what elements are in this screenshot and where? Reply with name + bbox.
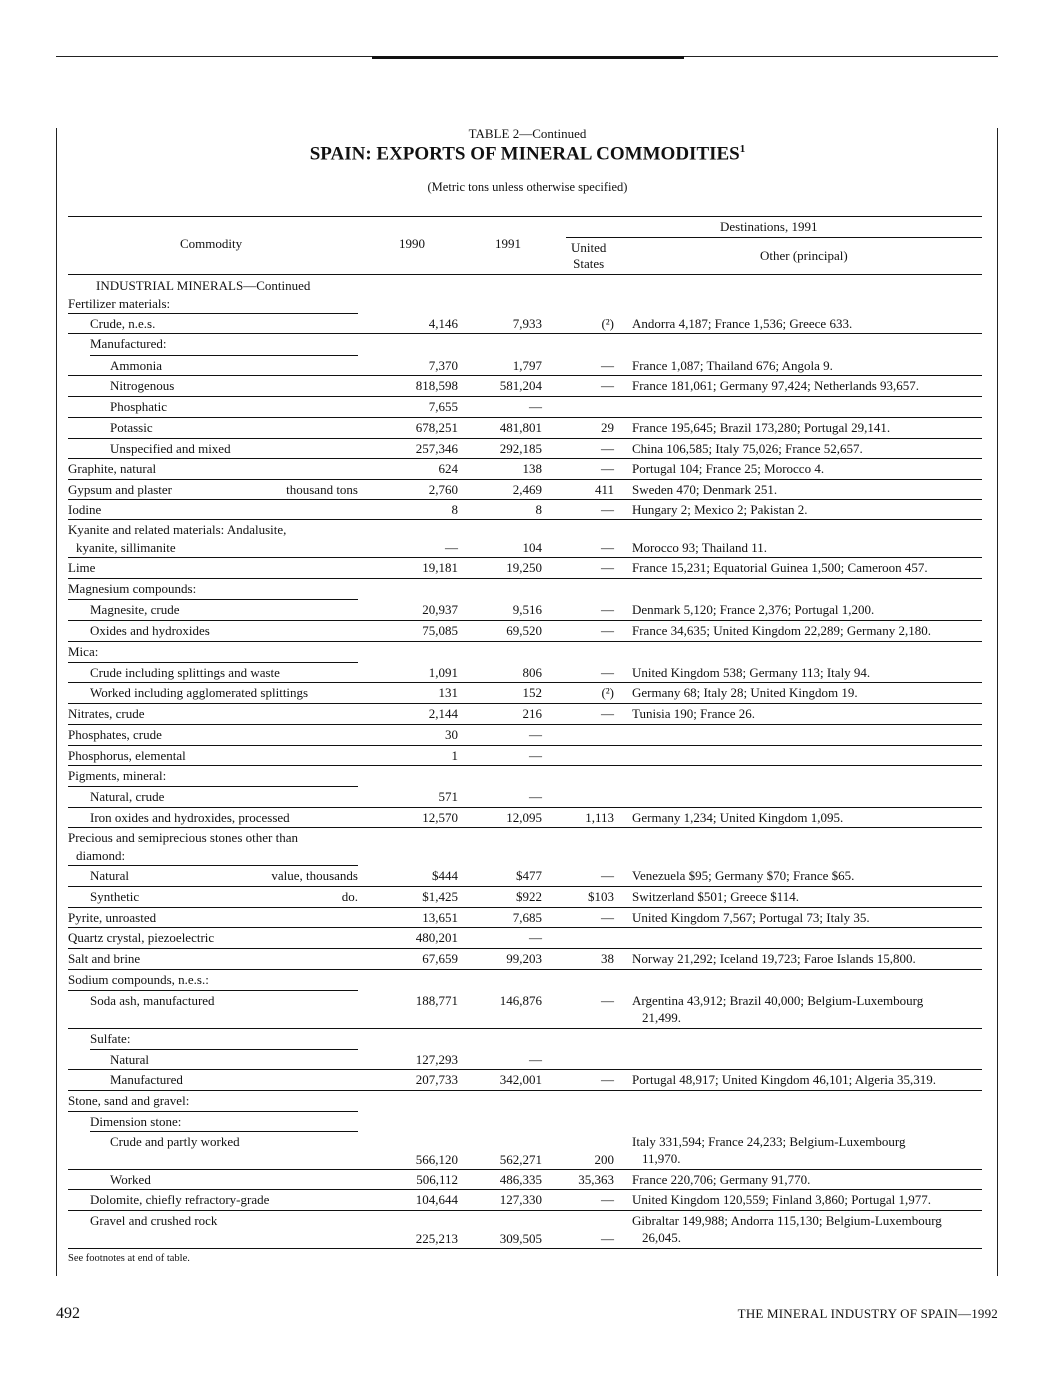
value-1991: 216 (522, 706, 542, 721)
value-1990: 8 (451, 502, 458, 517)
value-1991: 19,250 (506, 560, 542, 575)
table-row (0, 376, 1055, 397)
commodity-label-continued: diamond: (76, 848, 126, 863)
value-united-states: — (601, 502, 614, 517)
table-row (0, 1190, 1055, 1211)
value-united-states: $103 (588, 889, 614, 904)
value-1991: 292,185 (499, 441, 542, 456)
commodity-label: Lime (68, 560, 96, 575)
commodity-label: Nitrates, crude (68, 706, 145, 721)
other-destinations: Argentina 43,912; Brazil 40,000; Belgium-Luxembourg (632, 993, 924, 1008)
table-row (0, 1211, 1055, 1249)
table-row (0, 356, 1055, 376)
table-row (0, 397, 1055, 418)
value-1991: 7,933 (512, 316, 542, 331)
commodity-label: Phosphorus, elemental (68, 748, 186, 763)
commodity-label: Worked (110, 1172, 151, 1187)
table-row (0, 418, 1055, 439)
commodity-label: Phosphates, crude (68, 727, 162, 742)
table-row (0, 887, 1055, 908)
commodity-label-continued: kyanite, sillimanite (76, 540, 176, 555)
value-1990: 67,659 (422, 951, 458, 966)
header-1990: 1990 (399, 236, 425, 251)
table-subtitle: (Metric tons unless otherwise specified) (427, 180, 628, 194)
header-commodity: Commodity (180, 236, 243, 251)
value-united-states: — (601, 461, 614, 476)
row-rule (68, 1248, 982, 1249)
table-row (0, 991, 1055, 1029)
commodity-label: Precious and semiprecious stones other than (68, 830, 298, 845)
value-united-states: 411 (594, 482, 614, 497)
commodity-label: Magnesium compounds: (68, 581, 197, 596)
value-1991: — (529, 1052, 542, 1067)
value-1990: 30 (445, 727, 458, 742)
value-1990: 818,598 (415, 378, 458, 393)
table-row (0, 1170, 1055, 1190)
commodity-label: Pigments, mineral: (68, 768, 167, 783)
value-1991: 69,520 (506, 623, 542, 638)
other-destinations: Morocco 93; Thailand 11. (632, 540, 768, 555)
table-row (0, 579, 1055, 600)
value-united-states: 38 (601, 951, 614, 966)
value-1990: 1 (451, 748, 458, 763)
value-1991: 562,271 (499, 1152, 542, 1167)
commodity-label: Gypsum and plaster (68, 482, 172, 497)
other-destinations: Portugal 104; France 25; Morocco 4. (632, 461, 825, 476)
value-1991: 152 (522, 685, 542, 700)
value-1990: $444 (432, 868, 458, 883)
value-1991: 486,335 (499, 1172, 542, 1187)
other-destinations: China 106,585; Italy 75,026; France 52,657. (632, 441, 863, 456)
commodity-label: Unspecified and mixed (110, 441, 231, 456)
table-label: TABLE 2—Continued (468, 126, 587, 141)
other-destinations-continued: 21,499. (642, 1010, 681, 1025)
value-1991: $922 (516, 889, 542, 904)
value-1990: 2,760 (428, 482, 458, 497)
commodity-label: Worked including agglomerated splittings (90, 685, 309, 700)
value-1990: 506,112 (416, 1172, 458, 1187)
commodity-label: Salt and brine (68, 951, 141, 966)
table-row (0, 480, 1055, 500)
table-row (0, 928, 1055, 949)
value-1991: 1,797 (512, 358, 542, 373)
table-footnote: See footnotes at end of table. (68, 1253, 190, 1264)
table-row (0, 746, 1055, 766)
value-1990: 480,201 (415, 930, 458, 945)
value-1990: 2,144 (428, 706, 458, 721)
unit-label: value, thousands (271, 868, 358, 883)
table-row (0, 683, 1055, 704)
table-row (0, 949, 1055, 970)
header-united-states-line1: United (571, 240, 607, 255)
table-row (0, 787, 1055, 808)
commodity-label: Graphite, natural (68, 461, 157, 476)
commodity-label: Magnesite, crude (90, 602, 180, 617)
value-1990: 104,644 (415, 1192, 458, 1207)
table-row (0, 1050, 1055, 1070)
value-1990: 678,251 (415, 420, 458, 435)
value-1990: 1,091 (428, 665, 458, 680)
other-destinations: France 15,231; Equatorial Guinea 1,500; Cameroon 457. (632, 560, 928, 575)
commodity-label: Natural (90, 868, 129, 883)
other-destinations: Portugal 48,917; United Kingdom 46,101; Algeria 35,319. (632, 1072, 937, 1087)
table-row (0, 704, 1055, 725)
value-1990: 13,651 (422, 910, 458, 925)
value-1991: 806 (522, 665, 542, 680)
value-united-states: — (601, 602, 614, 617)
table-row (0, 866, 1055, 887)
value-1990: 225,213 (415, 1231, 458, 1246)
table-row (0, 908, 1055, 928)
unit-label: do. (341, 889, 358, 904)
value-united-states: — (601, 560, 614, 575)
header-1991: 1991 (495, 236, 521, 251)
other-destinations: Venezuela $95; Germany $70; France $65. (632, 868, 855, 883)
value-united-states: — (601, 540, 614, 555)
value-united-states: — (601, 706, 614, 721)
table-row (0, 970, 1055, 991)
other-destinations: France 181,061; Germany 97,424; Netherlands 93,657. (632, 378, 920, 393)
header-bottom-rule (68, 274, 982, 275)
value-united-states: 29 (601, 420, 614, 435)
table-row (0, 1112, 1055, 1132)
value-1990: 127,293 (415, 1052, 458, 1067)
table-row (0, 439, 1055, 459)
other-destinations: Sweden 470; Denmark 251. (632, 482, 778, 497)
value-united-states: — (601, 441, 614, 456)
unit-label: thousand tons (286, 482, 358, 497)
other-destinations: Tunisia 190; France 26. (632, 706, 756, 721)
value-1990: $1,425 (422, 889, 458, 904)
value-1990: 571 (438, 789, 458, 804)
commodity-label: Crude and partly worked (110, 1134, 240, 1149)
commodity-label: Crude, n.e.s. (90, 316, 156, 331)
table-row (0, 766, 1055, 787)
value-1990: 20,937 (422, 602, 458, 617)
other-destinations-continued: 11,970. (642, 1151, 681, 1166)
other-destinations: Denmark 5,120; France 2,376; Portugal 1,200. (632, 602, 875, 617)
table-row (0, 558, 1055, 579)
table-row (0, 1029, 1055, 1050)
table-row (0, 294, 1055, 314)
other-destinations: Andorra 4,187; France 1,536; Greece 633. (632, 316, 853, 331)
table-row (0, 600, 1055, 621)
value-1991: — (529, 789, 542, 804)
commodity-label: Oxides and hydroxides (90, 623, 210, 638)
header-destinations-rule (566, 237, 982, 238)
value-1991: $477 (516, 868, 542, 883)
other-destinations: United Kingdom 7,567; Portugal 73; Italy 35. (632, 910, 870, 925)
other-destinations: Germany 1,234; United Kingdom 1,095. (632, 810, 844, 825)
commodity-label: Phosphatic (110, 399, 168, 414)
header-top-rule (68, 216, 982, 217)
value-united-states: — (601, 1072, 614, 1087)
value-united-states: (²) (601, 685, 614, 700)
commodity-label: Potassic (110, 420, 153, 435)
value-1991: 146,876 (499, 993, 542, 1008)
table-row (0, 314, 1055, 334)
value-1991: 8 (535, 502, 542, 517)
commodity-label: Gravel and crushed rock (90, 1213, 218, 1228)
other-destinations: Italy 331,594; France 24,233; Belgium-Luxembourg (632, 1134, 906, 1149)
value-united-states: — (601, 1192, 614, 1207)
top-rule-accent (372, 56, 684, 59)
table-row (0, 1091, 1055, 1112)
value-1991: 127,330 (499, 1192, 542, 1207)
other-destinations: France 195,645; Brazil 173,280; Portugal 29,141. (632, 420, 891, 435)
value-1991: — (529, 399, 542, 414)
value-united-states: — (601, 378, 614, 393)
value-united-states: — (601, 665, 614, 680)
table-row (0, 725, 1055, 746)
commodity-label: Quartz crystal, piezoelectric (68, 930, 215, 945)
value-1990: 19,181 (422, 560, 458, 575)
commodity-label: Natural (110, 1052, 149, 1067)
value-1990: 624 (438, 461, 458, 476)
other-destinations: Germany 68; Italy 28; United Kingdom 19. (632, 685, 858, 700)
value-united-states: — (601, 868, 614, 883)
value-1991: — (529, 748, 542, 763)
value-1991: 9,516 (512, 602, 542, 617)
value-1991: 138 (522, 461, 542, 476)
commodity-label: Synthetic (90, 889, 140, 904)
value-1990: 257,346 (415, 441, 458, 456)
value-1991: — (529, 930, 542, 945)
other-destinations: France 34,635; United Kingdom 22,289; Germany 2,180. (632, 623, 931, 638)
value-1990: 12,570 (422, 810, 458, 825)
table-row (0, 808, 1055, 828)
table-row (0, 334, 1055, 356)
table-row (0, 663, 1055, 683)
page-number: 492 (56, 1305, 80, 1322)
value-1991: 342,001 (499, 1072, 542, 1087)
commodity-label: Crude including splittings and waste (90, 665, 280, 680)
value-1991: 2,469 (512, 482, 542, 497)
value-1990: 188,771 (415, 993, 458, 1008)
value-1991: 99,203 (506, 951, 542, 966)
value-1991: 581,204 (499, 378, 542, 393)
commodity-label: Pyrite, unroasted (68, 910, 157, 925)
commodity-label: Fertilizer materials: (68, 296, 171, 311)
commodity-label: Manufactured: (90, 336, 167, 351)
header-united-states-line2: States (573, 256, 605, 271)
table-title: SPAIN: EXPORTS OF MINERAL COMMODITIES$^1$ (309, 143, 746, 165)
table-row (0, 276, 1055, 294)
commodity-label: Dolomite, chiefly refractory-grade (90, 1192, 270, 1207)
other-destinations: Switzerland $501; Greece $114. (632, 889, 800, 904)
value-united-states: 1,113 (585, 810, 614, 825)
table-row (0, 459, 1055, 480)
other-destinations: Hungary 2; Mexico 2; Pakistan 2. (632, 502, 808, 517)
table-row (0, 500, 1055, 520)
commodity-label: Dimension stone: (90, 1114, 182, 1129)
commodity-label: Soda ash, manufactured (90, 993, 215, 1008)
value-1991: 481,801 (499, 420, 542, 435)
value-united-states: — (601, 623, 614, 638)
table-row (0, 621, 1055, 642)
value-united-states: — (601, 358, 614, 373)
commodity-label: INDUSTRIAL MINERALS—Continued (96, 278, 311, 293)
other-destinations: Gibraltar 149,988; Andorra 115,130; Belgium-Luxembourg (632, 1213, 942, 1228)
other-destinations: United Kingdom 538; Germany 113; Italy 94. (632, 665, 871, 680)
commodity-label: Ammonia (110, 358, 162, 373)
commodity-label: Mica: (68, 644, 99, 659)
commodity-label: Iron oxides and hydroxides, processed (90, 810, 290, 825)
other-destinations: France 1,087; Thailand 676; Angola 9. (632, 358, 833, 373)
value-1990: 566,120 (415, 1152, 458, 1167)
commodity-label: Manufactured (110, 1072, 183, 1087)
table-row (0, 828, 1055, 866)
value-united-states: — (601, 993, 614, 1008)
header-destinations: Destinations, 1991 (720, 219, 818, 234)
value-1991: 309,505 (499, 1231, 542, 1246)
commodity-label: Nitrogenous (110, 378, 175, 393)
value-1990: — (445, 540, 458, 555)
value-1991: — (529, 727, 542, 742)
other-destinations-continued: 26,045. (642, 1230, 681, 1245)
table-row (0, 642, 1055, 663)
other-destinations: Norway 21,292; Iceland 19,723; Faroe Islands 15,800. (632, 951, 916, 966)
table-row (0, 1132, 1055, 1170)
value-1990: 207,733 (415, 1072, 458, 1087)
value-1991: 104 (522, 540, 542, 555)
value-united-states: 200 (594, 1152, 614, 1167)
commodity-label: Stone, sand and gravel: (68, 1093, 190, 1108)
commodity-label: Kyanite and related materials: Andalusite, (68, 522, 287, 537)
title-footnote-marker: 1 (739, 143, 746, 155)
value-1990: 75,085 (422, 623, 458, 638)
value-united-states: — (601, 1231, 614, 1246)
commodity-label: Sulfate: (90, 1031, 131, 1046)
table-row (0, 1070, 1055, 1091)
other-destinations: United Kingdom 120,559; Finland 3,860; Portugal 1,977. (632, 1192, 931, 1207)
other-destinations: France 220,706; Germany 91,770. (632, 1172, 811, 1187)
running-footer: THE MINERAL INDUSTRY OF SPAIN—1992 (737, 1306, 998, 1321)
value-united-states: — (601, 910, 614, 925)
value-1990: 4,146 (428, 316, 458, 331)
table-row (0, 520, 1055, 558)
value-united-states: 35,363 (578, 1172, 614, 1187)
commodity-label: Natural, crude (90, 789, 165, 804)
header-other: Other (principal) (760, 248, 848, 263)
value-1991: 12,095 (506, 810, 542, 825)
header-united-states (571, 240, 606, 272)
value-1991: 7,685 (512, 910, 542, 925)
value-1990: 7,370 (428, 358, 458, 373)
commodity-label: Iodine (68, 502, 102, 517)
value-1990: 7,655 (428, 399, 458, 414)
value-united-states: (²) (601, 316, 614, 331)
value-1990: 131 (438, 685, 458, 700)
commodity-label: Sodium compounds, n.e.s.: (68, 972, 209, 987)
